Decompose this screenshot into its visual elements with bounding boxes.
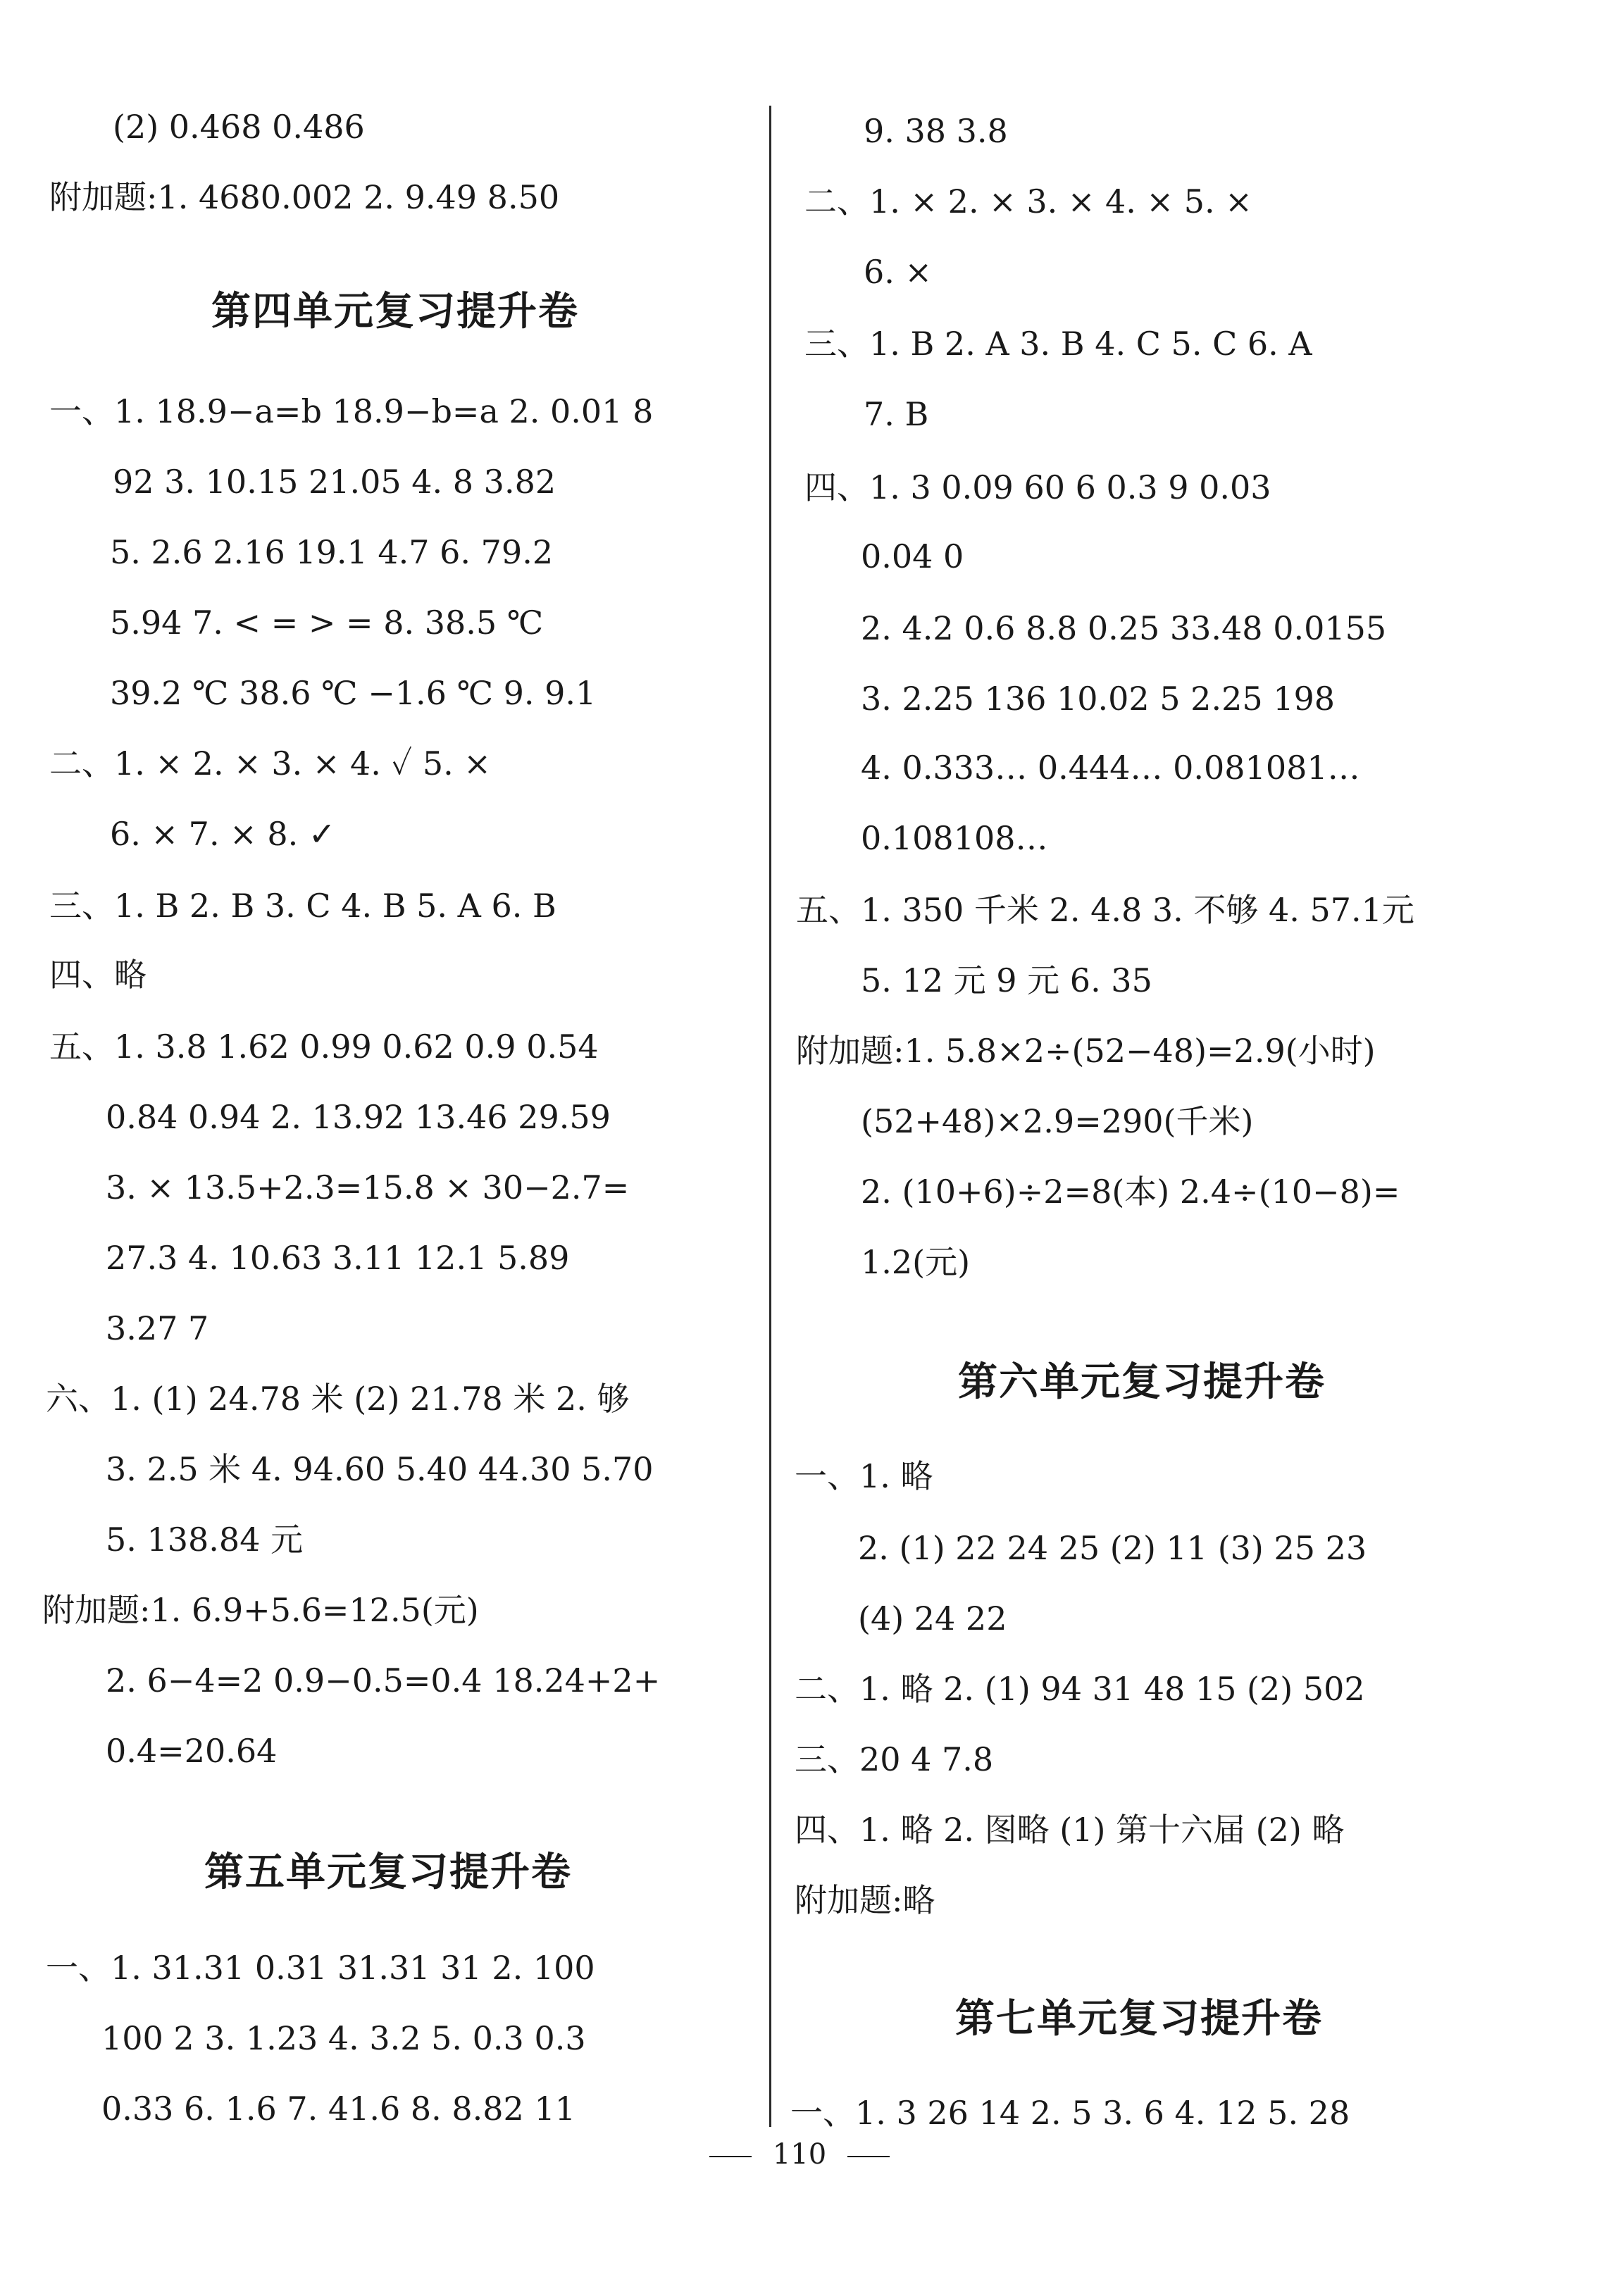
answer-line: 二、1. 略 2. (1) 94 31 48 15 (2) 502 [795,1670,1365,1708]
column-divider [769,106,771,2127]
page-number: 110 [772,2138,827,2171]
answer-line: 1.2(元) [861,1243,971,1281]
answer-line: 二、1. × 2. × 3. × 4. ✓ 5. × [49,744,491,782]
answer-line: 6. × 7. × 8. ✓ [110,815,336,853]
answer-line: 7. B [864,395,929,433]
footer-dash-left [709,2156,752,2157]
answer-line: 二、1. × 2. × 3. × 4. × 5. × [804,182,1252,220]
answer-line: 0.33 6. 1.6 7. 41.6 8. 8.82 11 [101,2090,575,2128]
answer-line: 六、1. (1) 24.78 米 (2) 21.78 米 2. 够 [46,1380,630,1418]
answer-line: 一、1. 18.9−a=b 18.9−b=a 2. 0.01 8 [49,392,654,430]
answer-line: 4. 0.333… 0.444… 0.081081… [861,749,1360,787]
answer-line: 6. × [864,253,933,291]
answer-line: 四、略 [49,956,147,994]
answer-line: 一、1. 略 [795,1457,933,1495]
answer-line: (52+48)×2.9=290(千米) [861,1102,1254,1140]
answer-line: 2. 6−4=2 0.9−0.5=0.4 18.24+2+ [106,1661,661,1699]
answer-line: 五、1. 350 千米 2. 4.8 3. 不够 4. 57.1元 [796,891,1414,929]
answer-line: 一、1. 3 26 14 2. 5 3. 6 4. 12 5. 28 [790,2094,1350,2132]
answer-line: 39.2 ℃ 38.6 ℃ −1.6 ℃ 9. 9.1 [110,674,597,712]
answer-line: 5. 12 元 9 元 6. 35 [861,961,1152,999]
answer-line: 四、1. 略 2. 图略 (1) 第十六届 (2) 略 [795,1811,1345,1849]
answer-line: 附加题:1. 5.8×2÷(52−48)=2.9(小时) [796,1032,1376,1070]
answer-line: 5.94 7. < = > = 8. 38.5 ℃ [110,604,544,642]
answer-line: (4) 24 22 [858,1599,1007,1637]
answer-line: 三、1. B 2. B 3. C 4. B 5. A 6. B [49,887,556,925]
answer-line: 三、20 4 7.8 [795,1740,994,1778]
section-heading-unit4: 第四单元复习提升卷 [211,288,579,335]
answer-line: 2. 4.2 0.6 8.8 0.25 33.48 0.0155 [861,609,1387,647]
answer-line: 3. × 13.5+2.3=15.8 × 30−2.7= [106,1168,630,1206]
section-heading-unit7: 第七单元复习提升卷 [955,1995,1323,2042]
answer-line: 3. 2.25 136 10.02 5 2.25 198 [861,680,1336,718]
answer-line: 2. (1) 22 24 25 (2) 11 (3) 25 23 [858,1529,1367,1567]
answer-line: 三、1. B 2. A 3. B 4. C 5. C 6. A [804,325,1312,363]
answer-line: 0.04 0 [861,537,964,575]
answer-line: 92 3. 10.15 21.05 4. 8 3.82 [113,463,556,501]
answer-line: 100 2 3. 1.23 4. 3.2 5. 0.3 0.3 [101,2019,586,2057]
answer-line: 五、1. 3.8 1.62 0.99 0.62 0.9 0.54 [49,1028,599,1066]
answer-line: 9. 38 3.8 [864,112,1008,150]
answer-line: 5. 2.6 2.16 19.1 4.7 6. 79.2 [110,533,554,571]
answer-line: 四、1. 3 0.09 60 6 0.3 9 0.03 [804,468,1271,506]
answer-line: 3. 2.5 米 4. 94.60 5.40 44.30 5.70 [106,1450,654,1488]
section-heading-unit6: 第六单元复习提升卷 [958,1359,1326,1405]
section-heading-unit5: 第五单元复习提升卷 [204,1849,572,1895]
answer-line: 0.84 0.94 2. 13.92 13.46 29.59 [106,1098,611,1136]
answer-line: 0.108108… [861,819,1048,857]
answer-line: (2) 0.468 0.486 [113,108,365,146]
answer-line: 3.27 7 [106,1309,209,1347]
answer-line: 一、1. 31.31 0.31 31.31 31 2. 100 [46,1949,595,1987]
page-footer [0,2138,1599,2171]
answer-line: 5. 138.84 元 [106,1521,304,1559]
answer-line: 附加题:略 [795,1881,935,1919]
answer-line: 2. (10+6)÷2=8(本) 2.4÷(10−8)= [861,1173,1400,1211]
answer-line: 附加题:1. 4680.002 2. 9.49 8.50 [49,178,560,216]
answer-line: 附加题:1. 6.9+5.6=12.5(元) [42,1591,479,1629]
answer-line: 0.4=20.64 [106,1732,278,1770]
answer-line: 27.3 4. 10.63 3.11 12.1 5.89 [106,1239,570,1277]
footer-dash-right [847,2156,890,2157]
